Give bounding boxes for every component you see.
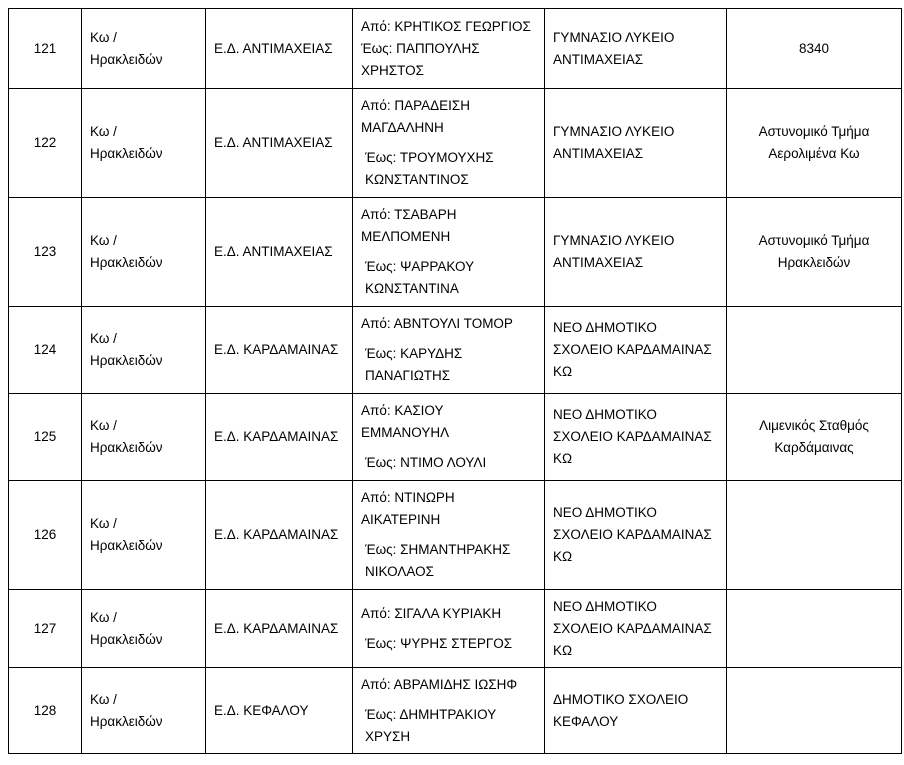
storage-location-cell	[727, 481, 902, 590]
range-from: Από: ΣΙΓΑΛΑ ΚΥΡΙΑΚΗ	[361, 605, 502, 621]
table-row	[9, 481, 902, 590]
polling-location: ΝΕΟ ΔΗΜΟΤΙΚΟ ΣΧΟΛΕΙΟ ΚΑΡΔΑΜΑΙΝΑΣ ΚΩ	[553, 598, 712, 658]
municipality-cell	[82, 307, 206, 394]
table-row	[9, 9, 902, 89]
electoral-unit: Ε.Δ. ΑΝΤΙΜΑΧΕΙΑΣ	[206, 198, 353, 307]
table-row	[9, 394, 902, 481]
polling-location-cell	[545, 89, 727, 198]
polling-location-cell	[545, 198, 727, 307]
range-from: Από: ΑΒΝΤΟΥΛΙ ΤΟΜΟΡ	[361, 316, 513, 331]
municipality: Κω / Ηρακλειδών	[90, 233, 163, 270]
electoral-unit: Ε.Δ. ΚΑΡΔΑΜΑΙΝΑΣ	[206, 481, 353, 590]
polling-location-cell	[545, 394, 727, 481]
municipality-cell	[82, 590, 206, 668]
electoral-unit: Ε.Δ. ΚΑΡΔΑΜΑΙΝΑΣ	[206, 394, 353, 481]
polling-location: ΝΕΟ ΔΗΜΟΤΙΚΟ ΣΧΟΛΕΙΟ ΚΑΡΔΑΜΑΙΝΑΣ ΚΩ	[553, 505, 712, 564]
table-row	[9, 198, 902, 307]
storage-location-cell	[727, 394, 902, 481]
range-from: Από: ΚΑΣΙΟΥ ΕΜΜΑΝΟΥΗΛ	[361, 403, 450, 440]
table-row	[9, 307, 902, 394]
surname-range	[353, 89, 545, 198]
storage-location-cell	[727, 89, 902, 198]
polling-location-cell	[545, 668, 727, 754]
range-to: Έως: ΣΗΜΑΝΤΗΡΑΚΗΣ ΝΙΚΟΛΑΟΣ	[365, 542, 511, 579]
municipality: Κω / Ηρακλειδών	[90, 29, 163, 67]
station-number: 123	[9, 198, 82, 307]
surname-range	[353, 9, 545, 89]
surname-range	[353, 394, 545, 481]
storage-location-cell	[727, 307, 902, 394]
municipality-cell	[82, 89, 206, 198]
station-number: 128	[9, 668, 82, 754]
station-number: 124	[9, 307, 82, 394]
municipality-cell	[82, 481, 206, 590]
municipality: Κω / Ηρακλειδών	[90, 331, 163, 368]
table-row	[9, 668, 902, 754]
surname-range	[353, 307, 545, 394]
municipality-cell	[82, 9, 206, 89]
table-body	[9, 9, 902, 754]
surname-range	[353, 590, 545, 668]
range-from: Από: ΤΣΑΒΑΡΗ ΜΕΛΠΟΜΕΝΗ	[361, 207, 457, 244]
station-number: 122	[9, 89, 82, 198]
polling-location: ΝΕΟ ΔΗΜΟΤΙΚΟ ΣΧΟΛΕΙΟ ΚΑΡΔΑΜΑΙΝΑΣ ΚΩ	[553, 320, 712, 379]
storage-location-cell	[727, 668, 902, 754]
storage-location: Αστυνομικό Τμήμα Ηρακλειδών	[758, 233, 870, 270]
range-to: Έως: ΨΥΡΗΣ ΣΤΕΡΓΟΣ	[365, 635, 513, 651]
storage-location-cell	[727, 198, 902, 307]
polling-location-cell	[545, 590, 727, 668]
electoral-unit: Ε.Δ. ΚΕΦΑΛΟΥ	[206, 668, 353, 754]
station-number: 127	[9, 590, 82, 668]
electoral-unit: Ε.Δ. ΑΝΤΙΜΑΧΕΙΑΣ	[206, 89, 353, 198]
range-from: Από: ΚΡΗΤΙΚΟΣ ΓΕΩΡΓΙΟΣ	[361, 18, 531, 34]
range-to: Έως: ΚΑΡΥΔΗΣ ΠΑΝΑΓΙΩΤΗΣ	[365, 346, 463, 383]
station-number: 125	[9, 394, 82, 481]
surname-range	[353, 668, 545, 754]
station-number: 121	[9, 9, 82, 89]
polling-location-cell	[545, 307, 727, 394]
surname-range	[353, 198, 545, 307]
polling-location: ΝΕΟ ΔΗΜΟΤΙΚΟ ΣΧΟΛΕΙΟ ΚΑΡΔΑΜΑΙΝΑΣ ΚΩ	[553, 407, 712, 466]
range-from: Από: ΠΑΡΑΔΕΙΣΗ ΜΑΓΔΑΛΗΝΗ	[361, 98, 470, 135]
storage-location: Λιμενικός Σταθμός Καρδάμαινας	[759, 418, 869, 455]
municipality-cell	[82, 394, 206, 481]
municipality: Κω / Ηρακλειδών	[90, 124, 163, 161]
table-row	[9, 89, 902, 198]
electoral-unit: Ε.Δ. ΚΑΡΔΑΜΑΙΝΑΣ	[206, 307, 353, 394]
polling-location-cell	[545, 481, 727, 590]
polling-location: ΓΥΜΝΑΣΙΟ ΛΥΚΕΙΟ ΑΝΤΙΜΑΧΕΙΑΣ	[553, 29, 675, 67]
polling-location: ΓΥΜΝΑΣΙΟ ΛΥΚΕΙΟ ΑΝΤΙΜΑΧΕΙΑΣ	[553, 124, 675, 161]
municipality-cell	[82, 668, 206, 754]
polling-location-cell	[545, 9, 727, 89]
storage-location-cell	[727, 590, 902, 668]
electoral-unit: Ε.Δ. ΑΝΤΙΜΑΧΕΙΑΣ	[206, 9, 353, 89]
range-to: Έως: ΤΡΟΥΜΟΥΧΗΣ ΚΩΝΣΤΑΝΤΙΝΟΣ	[365, 150, 494, 187]
polling-location: ΓΥΜΝΑΣΙΟ ΛΥΚΕΙΟ ΑΝΤΙΜΑΧΕΙΑΣ	[553, 233, 675, 270]
storage-location: 8340	[798, 40, 830, 56]
polling-location: ΔΗΜΟΤΙΚΟ ΣΧΟΛΕΙΟ ΚΕΦΑΛΟΥ	[553, 691, 689, 729]
range-to: Έως: ΝΤΙΜΟ ΛΟΥΛΙ	[365, 455, 487, 470]
range-to: Έως: ΠΑΠΠΟΥΛΗΣ ΧΡΗΣΤΟΣ	[361, 40, 480, 78]
polling-stations-table	[8, 8, 902, 754]
municipality: Κω / Ηρακλειδών	[90, 609, 163, 647]
range-from: Από: ΑΒΡΑΜΙΔΗΣ ΙΩΣΗΦ	[361, 676, 518, 692]
storage-location-cell	[727, 9, 902, 89]
range-from: Από: ΝΤΙΝΩΡΗ ΑΙΚΑΤΕΡΙΝΗ	[361, 490, 455, 527]
range-to: Έως: ΨΑΡΡΑΚΟΥ ΚΩΝΣΤΑΝΤΙΝΑ	[365, 259, 475, 296]
station-number: 126	[9, 481, 82, 590]
surname-range	[353, 481, 545, 590]
municipality: Κω / Ηρακλειδών	[90, 691, 163, 729]
storage-location: Αστυνομικό Τμήμα Αερολιμένα Κω	[758, 124, 870, 161]
municipality: Κω / Ηρακλειδών	[90, 418, 163, 455]
range-to: Έως: ΔΗΜΗΤΡΑΚΙΟΥ ΧΡΥΣΗ	[365, 706, 497, 744]
electoral-unit: Ε.Δ. ΚΑΡΔΑΜΑΙΝΑΣ	[206, 590, 353, 668]
table-row	[9, 590, 902, 668]
municipality-cell	[82, 198, 206, 307]
municipality: Κω / Ηρακλειδών	[90, 516, 163, 553]
